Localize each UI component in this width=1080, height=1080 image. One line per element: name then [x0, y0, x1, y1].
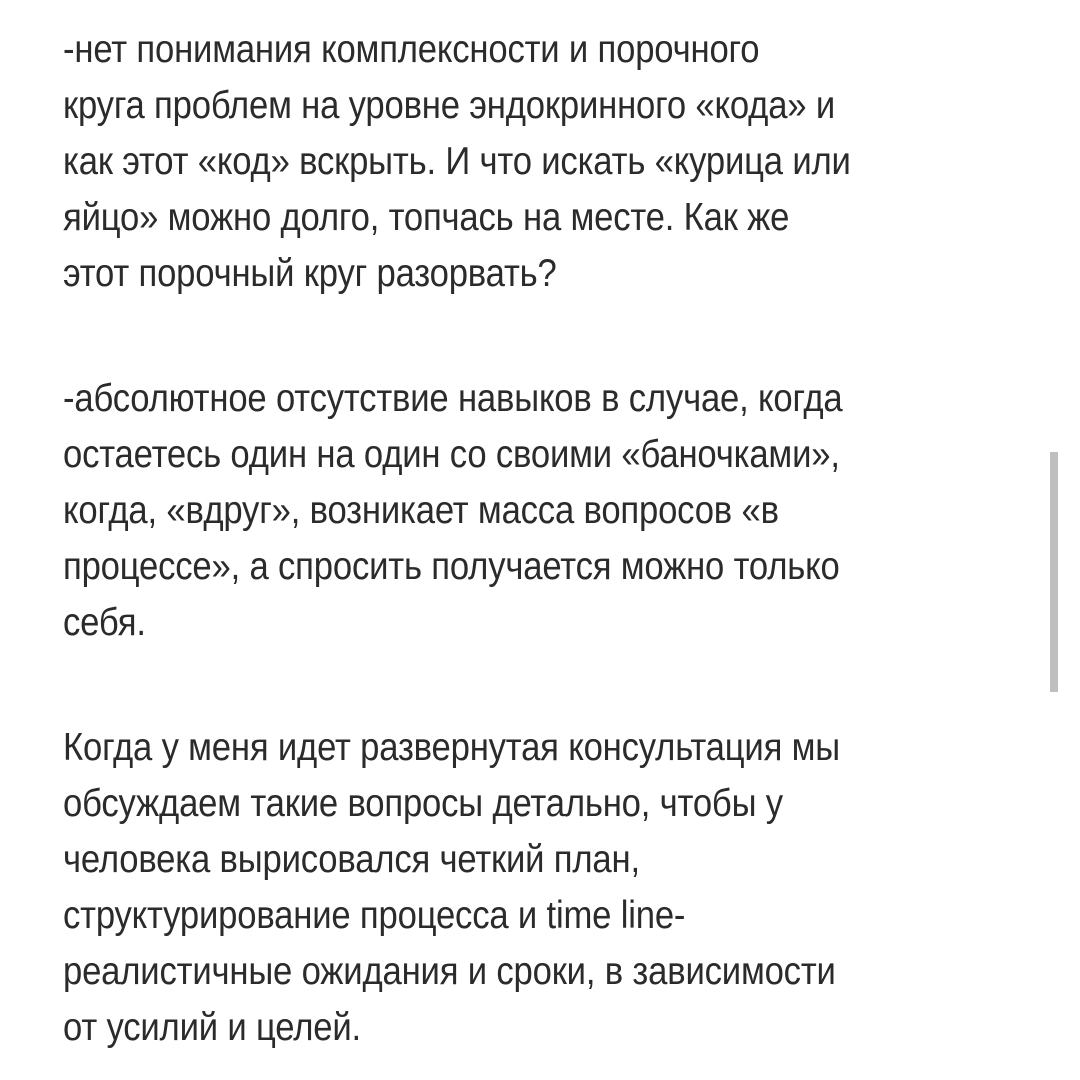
text-line: структурирование процесса и time line-	[63, 894, 686, 937]
text-line: как этот «код» вскрыть. И что искать «курица или	[63, 140, 851, 183]
text-line: этот порочный круг разорвать?	[63, 252, 557, 295]
text-line: реалистичные ожидания и сроки, в зависимости	[63, 950, 836, 993]
text-line: от усилий и целей.	[63, 1006, 361, 1049]
text-line: яйцо» можно долго, топчась на месте. Как же	[63, 196, 790, 239]
text-line: человека вырисовался четкий план,	[63, 838, 640, 881]
text-line: себя.	[63, 601, 146, 644]
text-line: остаетесь один на один со своими «баночками»,	[63, 433, 840, 476]
text-line: -нет понимания комплексности и порочного	[63, 28, 760, 71]
text-line: Когда у меня идет развернутая консультация мы	[63, 726, 840, 769]
scrollbar-thumb[interactable]	[1050, 452, 1058, 692]
text-line: когда, «вдруг», возникает масса вопросов «в	[63, 489, 779, 532]
text-line: обсуждаем такие вопросы детально, чтобы у	[63, 782, 783, 825]
text-line: процессе», а спросить получается можно только	[63, 545, 840, 588]
text-line: круга проблем на уровне эндокринного «кода» и	[63, 84, 836, 127]
text-line: -абсолютное отсутствие навыков в случае, когда	[63, 377, 843, 420]
